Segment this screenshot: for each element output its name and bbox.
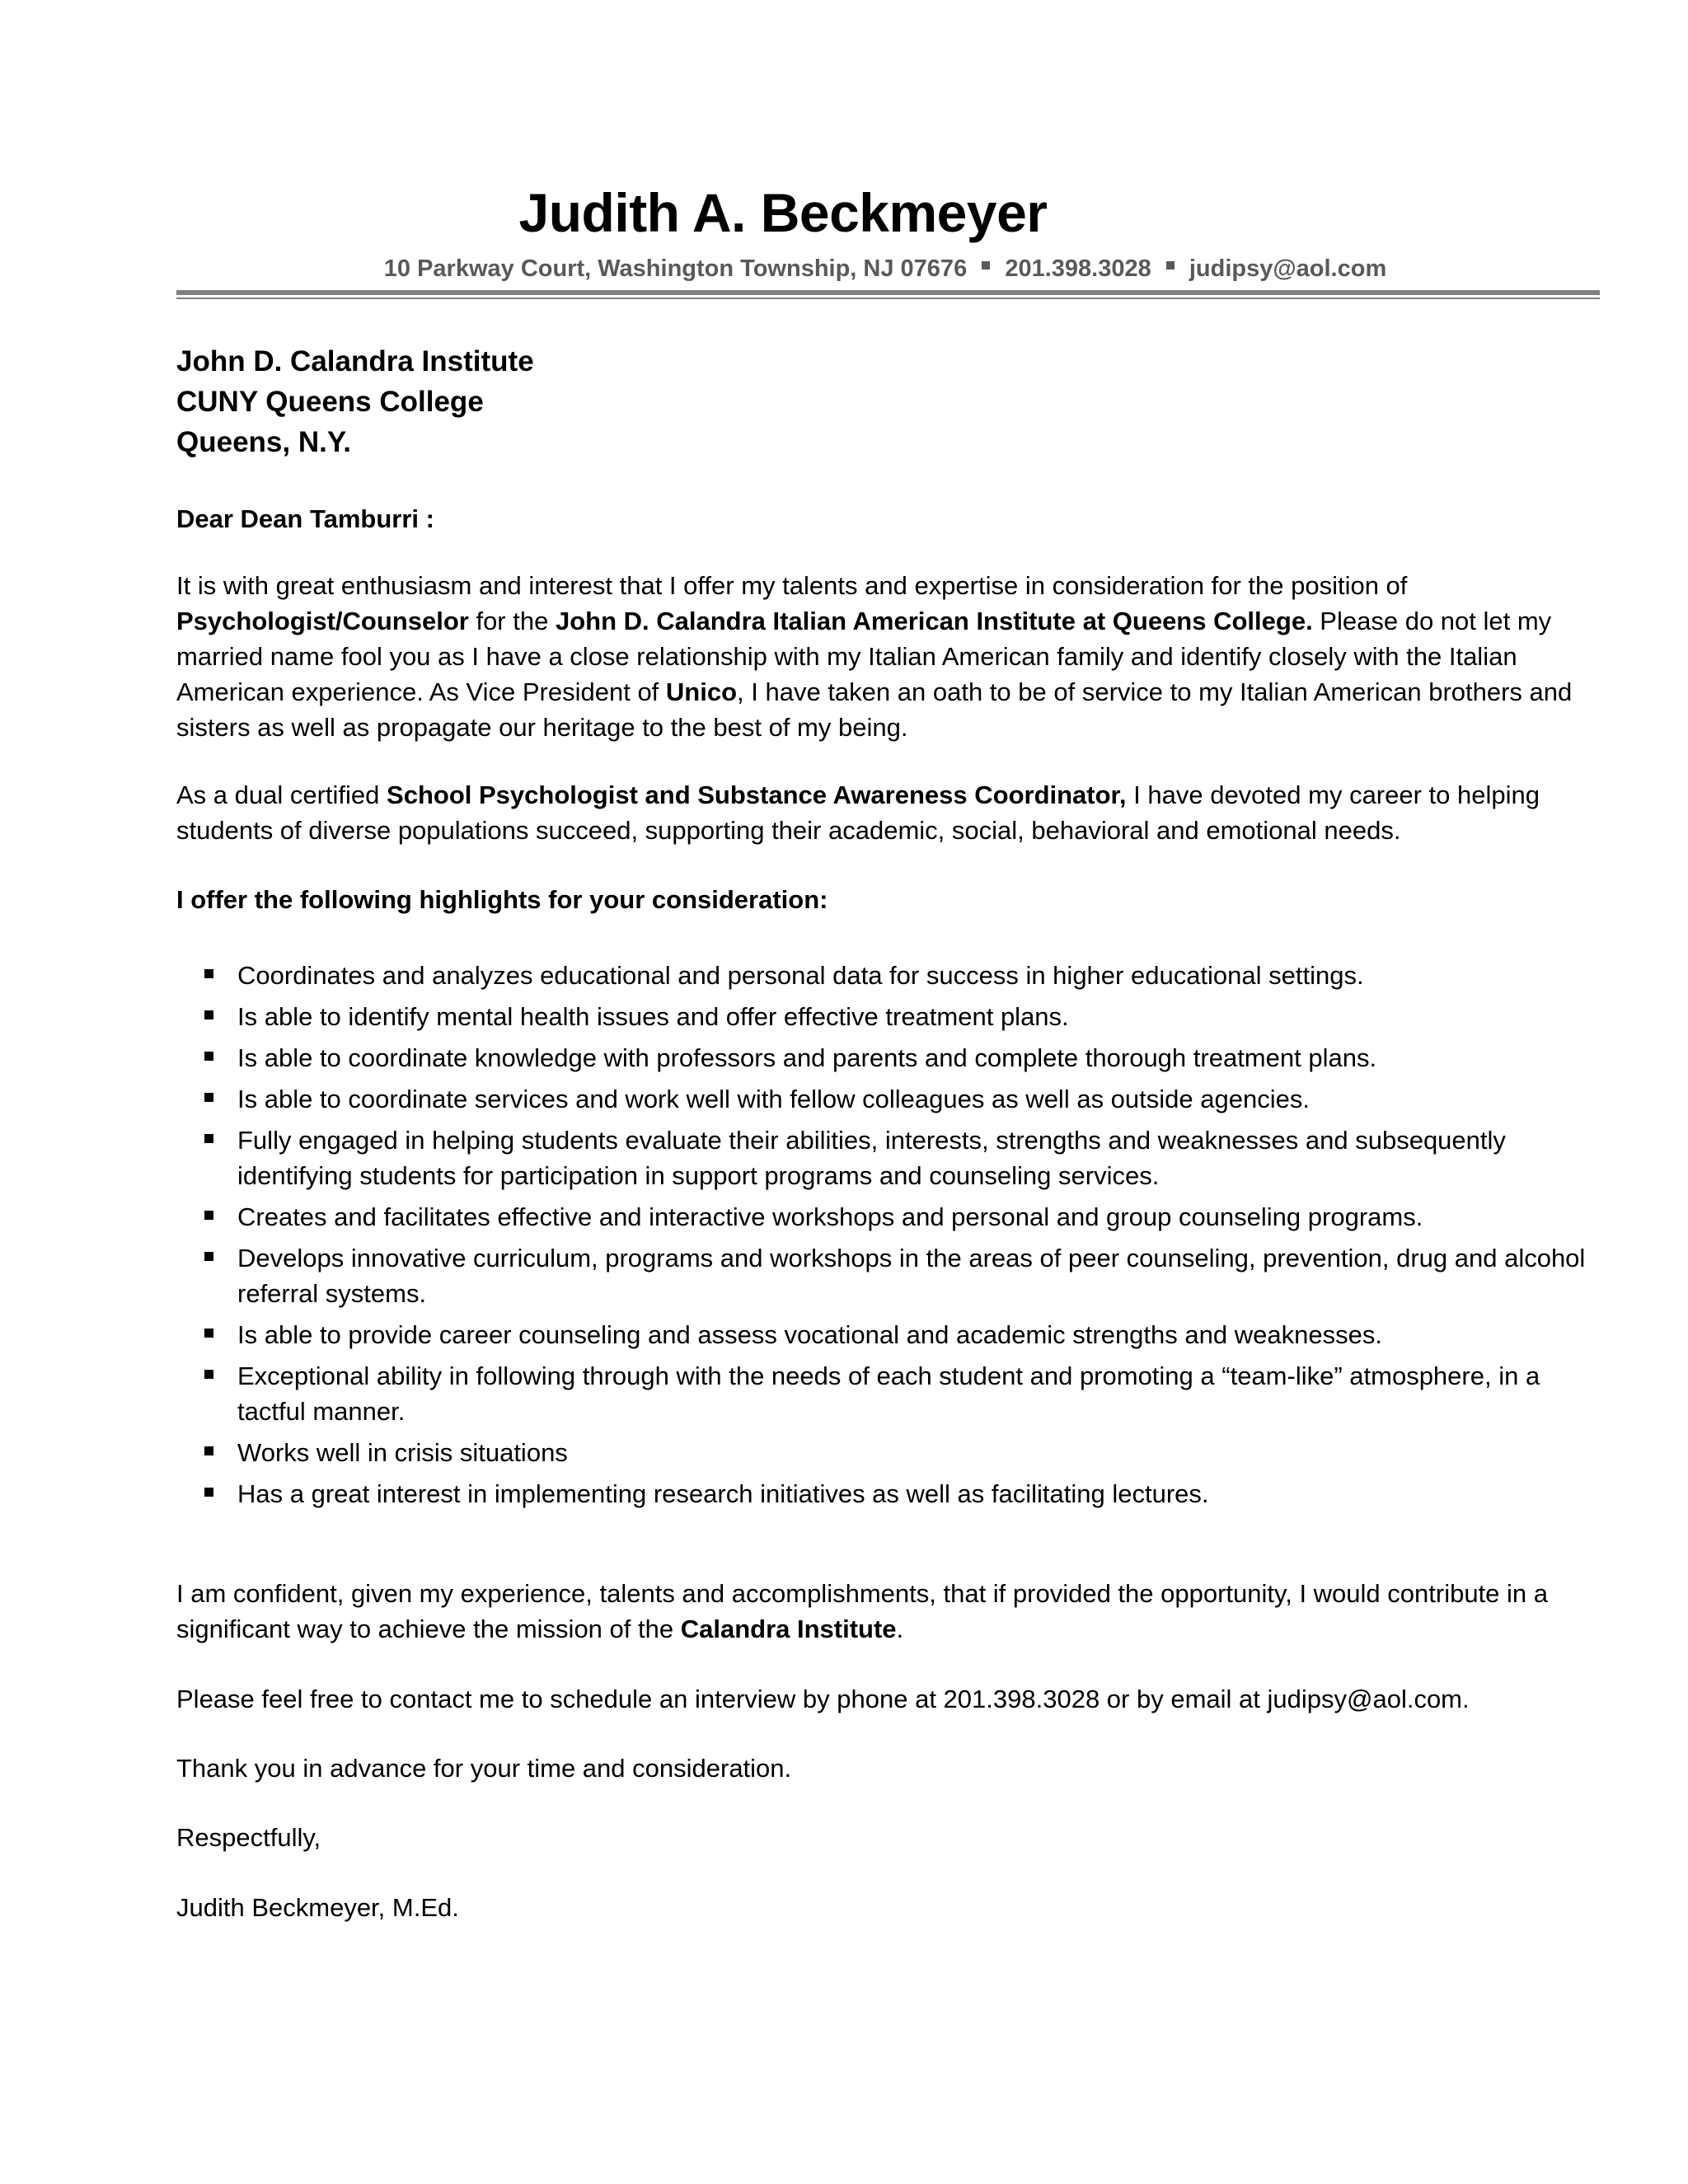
square-bullet-icon	[204, 969, 213, 978]
sender-email: judipsy@aol.com	[1189, 255, 1387, 282]
recipient-line: Queens, N.Y.	[176, 426, 352, 458]
square-bullet-icon	[204, 1488, 213, 1497]
highlight-text: Creates and facilitates effective and interactive workshops and personal and group counseling programs.	[237, 1202, 1423, 1231]
highlight-item	[176, 1435, 1611, 1470]
highlight-text: Has a great interest in implementing research initiatives as well as facilitating lectures.	[237, 1479, 1209, 1508]
paragraph-text: .	[896, 1615, 904, 1643]
sender-phone: 201.398.3028	[1005, 255, 1151, 282]
position-title: Psychologist/Counselor	[176, 607, 469, 635]
square-bullet-icon	[982, 261, 990, 269]
paragraph-text: Please do not let my married name fool you as I have a close relationship with my Italian American family and identify closely with the Italian American experience. As Vice President of	[176, 607, 1552, 706]
paragraph-contact: Please feel free to contact me to schedule an interview by phone at 201.398.3028 or by email at judipsy@aol.com.	[176, 1685, 1470, 1713]
highlights-list	[176, 958, 1611, 1517]
square-bullet-icon	[204, 1329, 213, 1338]
paragraph-text: , I have taken an oath to be of service to my Italian American brothers and sisters as well as propagate our heritage to the best of my being.	[176, 677, 1573, 742]
highlight-text: Is able to coordinate services and work well with fellow colleagues as well as outside agencies.	[237, 1085, 1310, 1113]
sender-name: Judith A. Beckmeyer	[518, 182, 1048, 243]
square-bullet-icon	[204, 1211, 213, 1220]
square-bullet-icon	[1166, 261, 1175, 269]
recipient-line: John D. Calandra Institute	[176, 345, 534, 377]
highlight-item	[176, 999, 1611, 1034]
square-bullet-icon	[204, 1093, 213, 1102]
highlight-item	[176, 1081, 1611, 1117]
paragraph-thanks: Thank you in advance for your time and consideration.	[176, 1754, 792, 1783]
highlight-item	[176, 958, 1611, 993]
sender-address: 10 Parkway Court, Washington Township, NJ 07676	[383, 255, 968, 282]
signature: Judith Beckmeyer, M.Ed.	[176, 1893, 459, 1922]
paragraph-text: I have devoted my career to helping students of diverse populations succeed, supporting their academic, social, behavioral and emotional needs.	[176, 780, 1540, 845]
highlight-text: Coordinates and analyzes educational and personal data for success in higher educational settings.	[237, 961, 1364, 990]
header-divider-thick	[176, 290, 1600, 295]
highlight-item	[176, 1040, 1611, 1076]
highlight-item	[176, 1122, 1611, 1193]
highlight-item	[176, 1317, 1611, 1352]
highlight-text: Works well in crisis situations	[237, 1438, 568, 1467]
highlight-text: Exceptional ability in following through with the needs of each student and promoting a “team-like” atmosphere, in a tactful manner.	[237, 1361, 1540, 1426]
closing: Respectfully,	[176, 1823, 321, 1852]
highlights-heading: I offer the following highlights for your consideration:	[176, 885, 828, 914]
paragraph-text: It is with great enthusiasm and interest that I offer my talents and expertise in consideration for the position of	[176, 571, 1408, 600]
highlight-item	[176, 1476, 1611, 1511]
square-bullet-icon	[204, 1370, 213, 1379]
highlight-text: Develops innovative curriculum, programs and workshops in the areas of peer counseling, prevention, drug and alcohol referral systems.	[237, 1244, 1586, 1308]
highlight-text: Is able to provide career counseling and assess vocational and academic strengths and weaknesses.	[237, 1320, 1382, 1349]
paragraph-intro	[176, 568, 1611, 745]
paragraph-text: I am confident, given my experience, talents and accomplishments, that if provided the opportunity, I would contribute in a significant way to achieve the mission of the	[176, 1579, 1549, 1643]
highlight-text: Is able to coordinate knowledge with professors and parents and complete thorough treatment plans.	[237, 1043, 1377, 1072]
institute-name: John D. Calandra Italian American Institute at Queens College.	[555, 607, 1313, 635]
header-divider-thin	[176, 298, 1600, 299]
square-bullet-icon	[204, 1252, 213, 1261]
highlight-item	[176, 1240, 1611, 1311]
institute-name: Calandra Institute	[680, 1615, 897, 1643]
paragraph-text: for the	[468, 607, 556, 635]
salutation: Dear Dean Tamburri :	[176, 504, 434, 533]
organization-name: Unico	[665, 677, 738, 706]
highlight-text: Is able to identify mental health issues and offer effective treatment plans.	[237, 1002, 1069, 1031]
square-bullet-icon	[204, 1446, 213, 1455]
recipient-block	[176, 341, 534, 462]
highlight-item	[176, 1199, 1611, 1235]
certification-title: School Psychologist and Substance Awareness Coordinator,	[387, 780, 1127, 809]
paragraph-text: As a dual certified	[176, 780, 387, 809]
highlight-item	[176, 1358, 1611, 1429]
square-bullet-icon	[204, 1052, 213, 1061]
paragraph-qualifications	[176, 777, 1611, 848]
highlight-text: Fully engaged in helping students evaluate their abilities, interests, strengths and weaknesses and subsequently identifying students for participation in support programs and counseling services.	[237, 1126, 1506, 1190]
square-bullet-icon	[204, 1134, 213, 1143]
square-bullet-icon	[204, 1010, 213, 1019]
paragraph-confidence	[176, 1576, 1611, 1647]
recipient-line: CUNY Queens College	[176, 386, 484, 418]
sender-contact-line	[176, 254, 1594, 284]
